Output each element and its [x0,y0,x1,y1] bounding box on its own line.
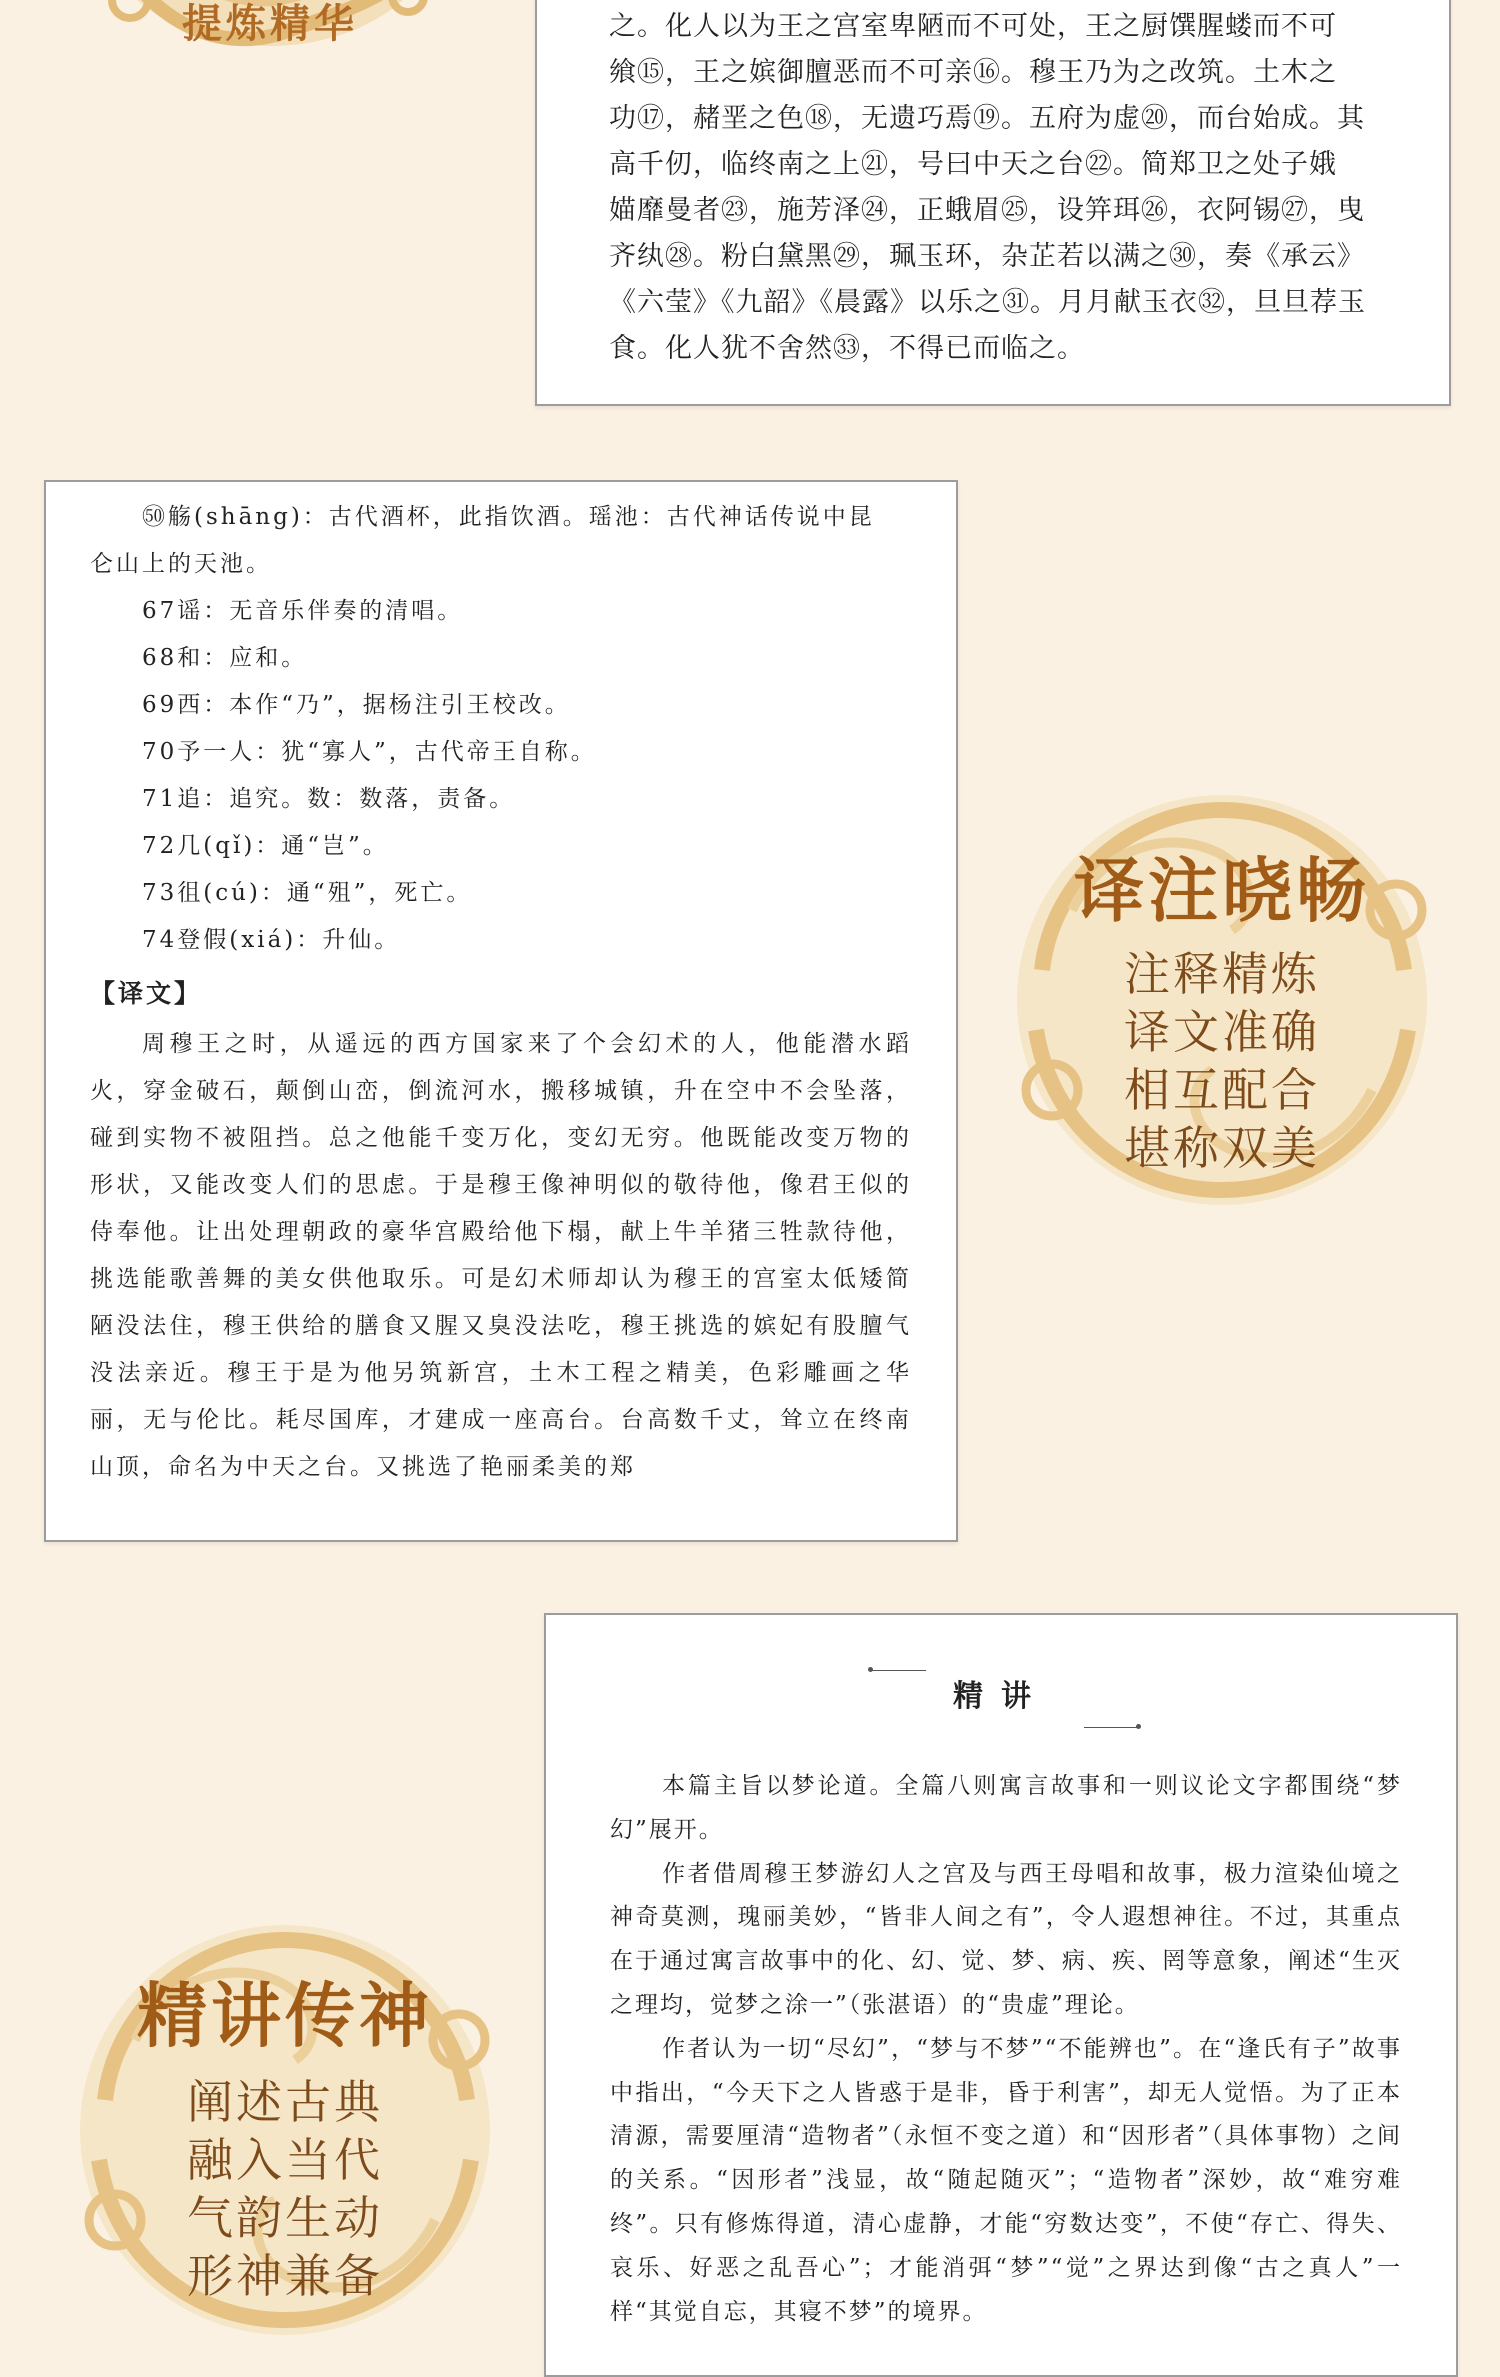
badge-middle-sub: 注释精炼 [1124,947,1320,1001]
badge-middle-sub: 译文准确 [1124,1005,1320,1059]
commentary-paragraph: 作者认为一切“尽幻”，“梦与不梦”“不能辨也”。在“逢氏有子”故事中指出，“今天下之人皆惑于是非，昏于利害”，却无人觉悟。为了正本清源，需要厘清“造物者”（永恒不变之道）和“因形者”（具体事物）之间的关系。“因形者”浅显，故“随起随灭”；“造物者”深妙，故“难穷难终”。只有修炼得道，清心虚静，才能“穷数达变”，不使“存亡、得失、哀乐、好恶之乱吾心”；才能消弭“梦”“觉”之界达到像“古之真人”一样“其觉自忘，其寝不梦”的境界。 [610,2035,1402,2325]
note-item: 74登假(xiá)：升仙。 [142,927,401,953]
note-item: 69西：本作“乃”，据杨注引王校改。 [142,692,571,718]
badge-bottom-sub: 气韵生动 [187,2191,383,2245]
commentary-paragraph: 本篇主旨以梦论道。全篇八则寓言故事和一则议论文字都围绕“梦幻”展开。 [610,1773,1402,1843]
badge-middle-sub: 堪称双美 [1124,1121,1320,1175]
badge-top-title: 提炼精华 [182,1,358,47]
classical-text-card [535,0,1451,406]
rule-dot [1136,1724,1141,1729]
text-line: 《六莹》《九韶》《晨露》以乐之㉛。月月献玉衣㉜，旦旦荐玉 [609,287,1366,318]
note-item: 68和：应和。 [142,645,308,671]
badge-bottom-sub: 形神兼备 [187,2249,383,2303]
note-item: 71追：追究。数：数落，责备。 [142,786,516,812]
note-item: 73徂(cú)：通“殂”，死亡。 [142,880,473,906]
text-line: 媌靡曼者㉓，施芳泽㉔，正蛾眉㉕，设笄珥㉖，衣阿锡㉗，曳 [609,195,1365,226]
badge-middle-sub: 相互配合 [1124,1063,1320,1117]
text-line: 之。化人以为王之宫室卑陋而不可处，王之厨馔腥蝼而不可 [609,11,1337,42]
commentary-title: 精讲 [953,1679,1049,1714]
badge-bottom [75,1920,495,2340]
note-item: 72几(qǐ)：通“岂”。 [142,833,389,859]
classical-text [609,4,1379,372]
translation-heading: 【译文】 [90,979,203,1008]
annotation-card [44,480,958,1542]
badge-bottom-sub: 阐述古典 [187,2075,383,2129]
text-line: 功⑰，赭垩之色⑱，无遗巧焉⑲。五府为虚⑳，而台始成。其 [609,103,1365,134]
badge-middle [1012,790,1432,1210]
badge-top [90,0,450,50]
title-rule-right [1084,1727,1138,1728]
translation-text: 周穆王之时，从遥远的西方国家来了个会幻术的人，他能潜水蹈火，穿金破石，颠倒山峦，倒流河水，搬移城镇，升在空中不会坠落，碰到实物不被阻挡。总之他能千变万化，变幻无穷。他既能改变万物的形状，又能改变人们的思虑。于是穆王像神明似的敬待他，像君王似的侍奉他。让出处理朝政的豪华宫殿给他下榻，献上牛羊猪三牲款待他，挑选能歌善舞的美女供他取乐。可是幻术师却认为穆王的宫室太低矮简陋没法住，穆王供给的膳食又腥又臭没法吃，穆王挑选的嫔妃有股膻气没法亲近。穆王于是为他另筑新宫，土木工程之精美，色彩雕画之华丽，无与伦比。耗尽国库，才建成一座高台。台高数千丈，耸立在终南山顶，命名为中天之台。又挑选了艳丽柔美的郑 [90,1031,912,1480]
commentary-card [544,1613,1458,2377]
text-line: 高千仞，临终南之上㉑，号曰中天之台㉒。简郑卫之处子娥 [609,149,1337,180]
commentary-text [610,1765,1402,2334]
text-line: 齐纨㉘。粉白黛黑㉙，珮玉环，杂芷若以满之㉚，奏《承云》 [609,241,1365,272]
commentary-paragraph: 作者借周穆王梦游幻人之宫及与西王母唱和故事，极力渲染仙境之神奇莫测，瑰丽美妙，“皆非人间之有”，令人遐想神往。不过，其重点在于通过寓言故事中的化、幻、觉、梦、病、疾、罔等意象，阐述“生灭之理均，觉梦之涂一”（张湛语）的“贵虚”理论。 [610,1860,1402,2018]
note-item-continued: 仑山上的天池。 [90,551,272,577]
note-item: 67谣：无音乐伴奏的清唱。 [142,598,464,624]
badge-bottom-title: 精讲传神 [137,1975,433,2057]
text-line: 食。化人犹不舍然㉝，不得已而临之。 [609,333,1085,364]
note-item: ㊿觞(shāng)：古代酒杯，此指饮酒。瑶池：古代神话传说中昆 [142,504,875,530]
badge-middle-title: 译注晓畅 [1074,850,1370,932]
badge-bottom-sub: 融入当代 [187,2133,383,2187]
text-line: 飨⑮，王之嫔御膻恶而不可亲⑯。穆王乃为之改筑。土木之 [609,57,1337,88]
note-item: 70予一人：犹“寡人”，古代帝王自称。 [142,739,597,765]
